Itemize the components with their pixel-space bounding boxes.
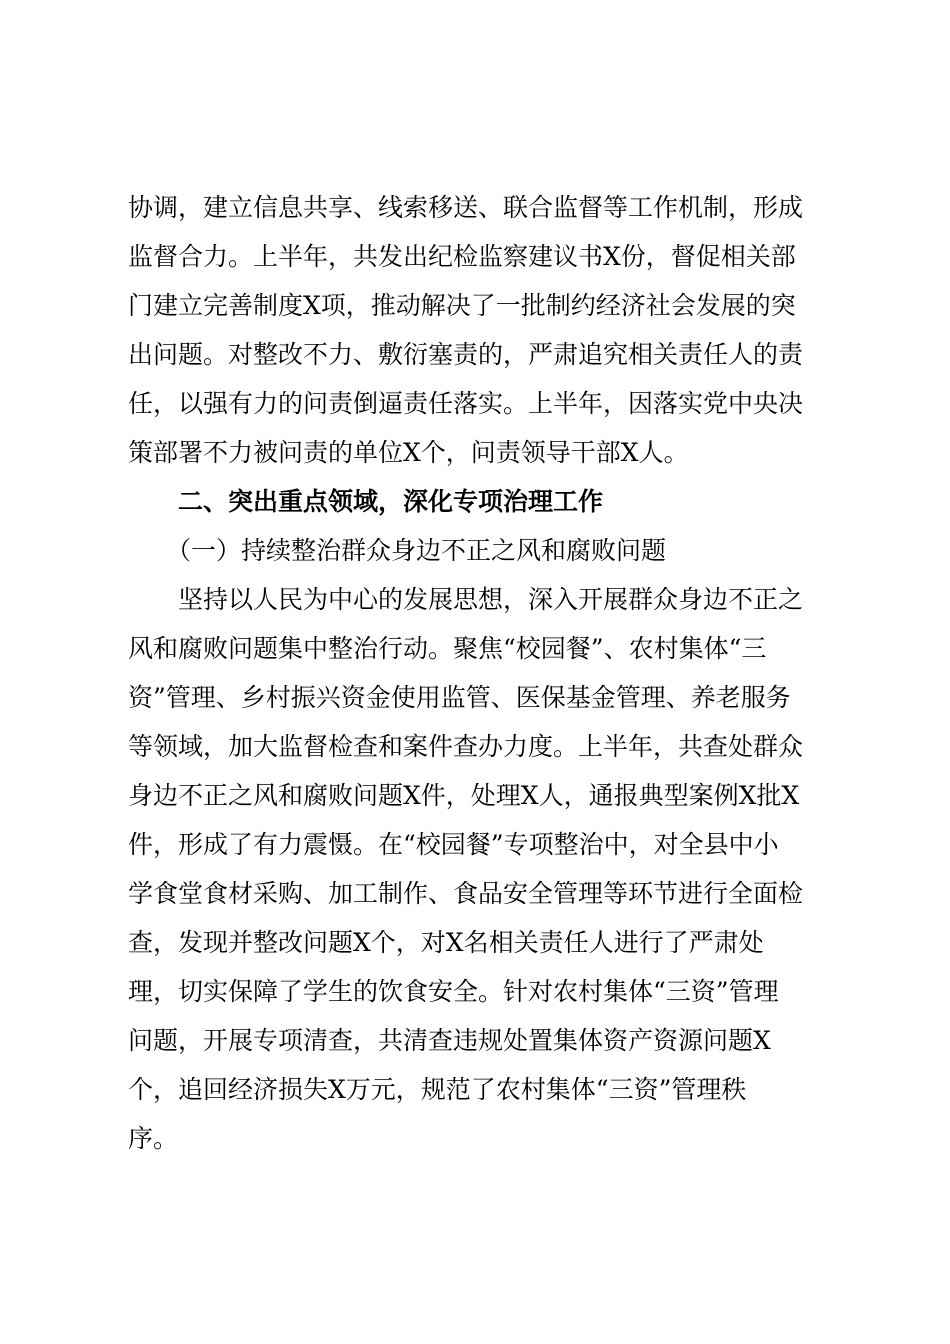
body-text-line: 身边不正之风和腐败问题X件，处理X人，通报典型案例X批X: [128, 781, 800, 810]
body-text-line: 件，形成了有力震慑。在“校园餐”专项整治中，对全县中小: [128, 830, 779, 859]
body-text-line: 查，发现并整改问题X个，对X名相关责任人进行了严肃处: [128, 928, 764, 957]
body-text-line: 出问题。对整改不力、敷衍塞责的，严肃追究相关责任人的责: [128, 340, 804, 369]
body-text-line: 资”管理、乡村振兴资金使用监管、医保基金管理、养老服务: [128, 683, 791, 712]
body-text-line: 问题，开展专项清查，共清查违规处置集体资产资源问题X: [128, 1026, 771, 1055]
body-text-line: 学食堂食材采购、加工制作、食品安全管理等环节进行全面检: [128, 879, 804, 908]
body-text-line: 协调，建立信息共享、线索移送、联合监督等工作机制，形成: [128, 193, 804, 222]
body-text-line: 等领域，加大监督检查和案件查办力度。上半年，共查处群众: [128, 732, 804, 761]
body-text-line: 风和腐败问题集中整治行动。聚焦“校园餐”、农村集体“三: [128, 634, 767, 663]
body-text-line: 序。: [128, 1124, 179, 1153]
body-text-line: 任，以强有力的问责倒逼责任落实。上半年，因落实党中央决: [128, 389, 804, 418]
body-text-line: 个，追回经济损失X万元，规范了农村集体“三资”管理秩: [128, 1075, 747, 1104]
body-text-line: 监督合力。上半年，共发出纪检监察建议书X份，督促相关部: [128, 242, 796, 271]
body-text-line: 坚持以人民为中心的发展思想，深入开展群众身边不正之: [178, 585, 804, 614]
body-text-line: 理，切实保障了学生的饮食安全。针对农村集体“三资”管理: [128, 977, 779, 1006]
body-text-line: 门建立完善制度X项，推动解决了一批制约经济社会发展的突: [128, 291, 796, 320]
subsection-heading: （一）持续整治群众身边不正之风和腐败问题: [166, 536, 667, 565]
body-text-line: 策部署不力被问责的单位X个，问责领导干部X人。: [128, 438, 689, 467]
section-heading: 二、突出重点领域，深化专项治理工作: [178, 487, 604, 516]
